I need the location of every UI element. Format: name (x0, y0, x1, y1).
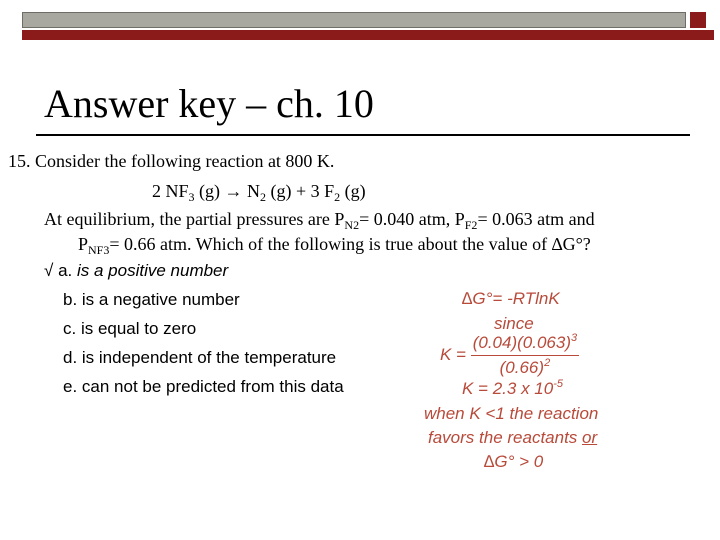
k-den-text: (0.66) (499, 358, 545, 377)
text-run: P (78, 234, 89, 254)
reaction-subscript: 2 (260, 190, 267, 204)
reaction-subscript: 3 (188, 190, 195, 204)
option-a-text: is a positive number (72, 261, 229, 280)
k-fraction (471, 332, 579, 379)
reaction-subscript: 2 (334, 190, 341, 204)
favors-or: or (582, 428, 598, 447)
reaction-part: (g) + 3 F (266, 181, 335, 201)
k-num-exponent: 3 (571, 332, 578, 344)
reaction-part: (g) (340, 181, 366, 201)
option-a (44, 260, 228, 282)
annotation-equation: ∆G°= -RTlnK (462, 289, 560, 308)
checkmark-icon: √ (44, 261, 54, 280)
question-stem: 15. Consider the following reaction at 800 K. (8, 151, 335, 171)
k-denominator (471, 356, 579, 379)
annotation-conclusion: ∆G° > 0 (484, 452, 544, 471)
reaction-equation (152, 180, 366, 202)
k-den-exponent: 2 (544, 357, 551, 369)
k-prefix: K = (440, 344, 471, 364)
reaction-part: 2 NF (152, 181, 189, 201)
text-run: = 0.063 atm and (477, 209, 595, 229)
subscript: F2 (464, 218, 478, 232)
option-c: c. is equal to zero (63, 319, 197, 338)
reaction-part: (g) → N (194, 181, 261, 201)
annotation-favors (428, 427, 597, 449)
title-divider (36, 134, 690, 136)
top-decor-bar (22, 12, 686, 28)
question-line (78, 233, 591, 255)
annotation-k-value (462, 378, 563, 400)
top-decor-square (690, 12, 706, 28)
text-run: = 0.66 atm. Which of the following is true about the value of ∆G°? (109, 234, 591, 254)
option-a-label: a. (58, 261, 73, 280)
option-b: b. is a negative number (63, 290, 240, 309)
favors-text: favors the reactants (428, 428, 583, 447)
annotation-k-expression (440, 332, 579, 379)
pressures-line (44, 208, 595, 230)
option-e: e. can not be predicted from this data (63, 377, 344, 396)
option-d: d. is independent of the temperature (63, 348, 337, 367)
red-decor-bar (22, 30, 714, 40)
k-numerator (471, 332, 579, 356)
annotation-since: since (494, 314, 534, 333)
slide-title: Answer key – ch. 10 (44, 81, 374, 126)
annotation-when: when K <1 the reaction (424, 404, 599, 423)
subscript: N2 (344, 218, 360, 232)
k-value-text: K = 2.3 x 10 (462, 379, 554, 398)
k-num-text: (0.04)(0.063) (472, 333, 571, 352)
text-run: = 0.040 atm, P (359, 209, 465, 229)
subscript: NF3 (88, 243, 110, 257)
text-run: At equilibrium, the partial pressures are P (44, 209, 345, 229)
k-value-exponent: -5 (553, 378, 563, 390)
